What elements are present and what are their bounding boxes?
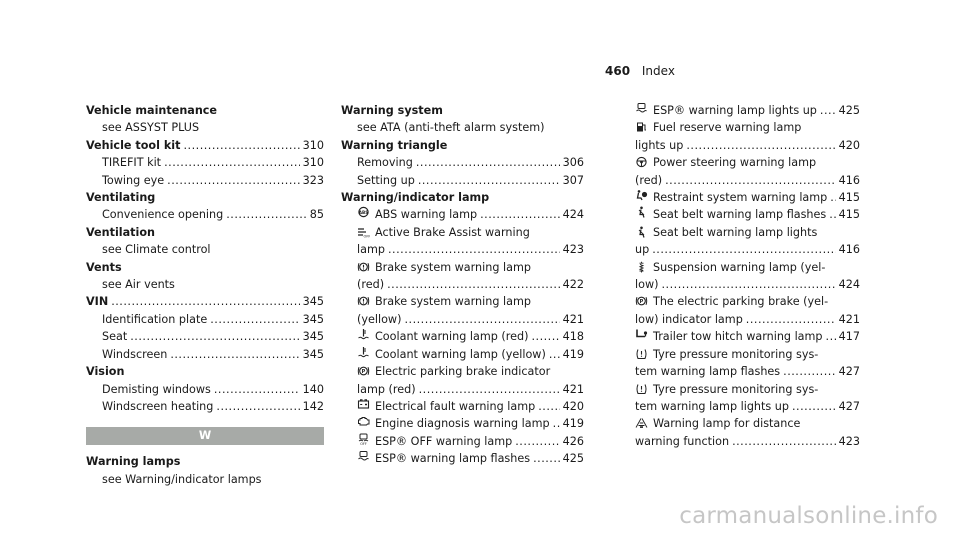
svg-text:ABS: ABS <box>358 210 369 216</box>
lamp-entry-text: Active Brake Assist warning <box>375 225 530 239</box>
battery-icon <box>357 398 370 410</box>
dot-leader <box>164 154 300 171</box>
lamp-entry-line <box>635 119 860 136</box>
page-ref[interactable]: 419 <box>562 417 584 431</box>
lamp-entry-text: Coolant warning lamp (yellow) <box>375 347 546 361</box>
page-ref[interactable]: 419 <box>562 347 584 361</box>
lamp-entry-text: (red) <box>357 278 385 292</box>
lamp-entry-text: Warning lamp for distance <box>653 417 801 431</box>
page-ref[interactable]: 425 <box>562 452 584 466</box>
index-row[interactable] <box>357 328 584 345</box>
page-ref[interactable]: 421 <box>562 382 584 396</box>
dot-leader <box>553 415 560 432</box>
index-row[interactable] <box>357 346 584 363</box>
page-ref[interactable]: 420 <box>838 138 860 152</box>
page-ref[interactable]: 418 <box>562 330 584 344</box>
page-ref[interactable]: 415 <box>838 191 860 205</box>
index-entry-warning-indicator-lamp <box>341 189 584 468</box>
index-row[interactable] <box>341 172 584 189</box>
index-row[interactable] <box>635 363 860 380</box>
lamp-entry-line <box>357 224 584 241</box>
entry-title: Vents <box>86 260 122 274</box>
brake-assist-off-icon <box>357 226 370 238</box>
dot-leader <box>665 172 836 189</box>
lamp-entry-text: lamp <box>357 243 385 257</box>
lamp-entry <box>357 450 584 467</box>
tyre-pressure-icon <box>635 383 648 395</box>
index-row[interactable] <box>86 154 324 171</box>
lamp-entry-text: Seat belt warning lamp flashes <box>653 208 827 222</box>
see-reference[interactable]: see ATA (anti-theft alarm system) <box>357 121 545 135</box>
page-ref[interactable]: 142 <box>302 399 324 413</box>
dot-leader <box>210 311 299 328</box>
index-row[interactable] <box>357 311 584 328</box>
dot-leader <box>792 398 836 415</box>
lamp-entry-line <box>635 346 860 363</box>
subentry-text: TIREFIT kit <box>102 156 162 170</box>
dot-leader <box>549 346 560 363</box>
coolant-icon <box>357 328 370 340</box>
trailer-hitch-icon <box>635 328 648 340</box>
page-ref[interactable]: 426 <box>562 434 584 448</box>
page-ref[interactable]: 416 <box>838 243 860 257</box>
page-ref[interactable]: 423 <box>562 243 584 257</box>
page-ref[interactable]: 345 <box>302 295 324 309</box>
page-ref[interactable]: 306 <box>562 156 584 170</box>
lamp-entry-line <box>635 154 860 171</box>
dot-leader <box>746 311 836 328</box>
index-row[interactable] <box>635 241 860 258</box>
lamp-list <box>341 206 584 467</box>
index-row[interactable] <box>635 276 860 293</box>
index-row[interactable] <box>635 172 860 189</box>
index-row[interactable] <box>357 398 584 415</box>
page-ref[interactable]: 310 <box>302 138 324 152</box>
lamp-entry <box>357 346 584 363</box>
dot-leader <box>826 328 836 345</box>
lamp-entry <box>635 293 860 328</box>
engine-icon <box>357 415 370 427</box>
dot-leader <box>387 276 560 293</box>
see-reference[interactable]: see Air vents <box>102 278 175 292</box>
see-reference[interactable]: see Warning/indicator lamps <box>102 472 262 486</box>
dot-leader <box>480 206 560 223</box>
index-entry-vents <box>86 259 324 294</box>
subentry-text: Identification plate <box>102 312 208 326</box>
subentry-text: Windscreen heating <box>102 399 214 413</box>
lamp-entry-text: ESP® warning lamp flashes <box>375 452 531 466</box>
lamp-entry <box>635 154 860 189</box>
page-ref[interactable]: 417 <box>838 330 860 344</box>
lamp-entry <box>357 206 584 223</box>
index-entry-warning-system <box>341 102 584 137</box>
lamp-entry-text: warning function <box>635 434 730 448</box>
lamp-entry <box>357 363 584 398</box>
parking-brake-icon <box>357 365 370 377</box>
header-section: Index <box>641 64 675 78</box>
dot-leader <box>820 102 836 119</box>
index-row[interactable] <box>635 206 860 223</box>
page-ref[interactable]: 427 <box>838 399 860 413</box>
esp-icon <box>357 450 370 462</box>
lamp-entry-text: Seat belt warning lamp lights <box>653 225 818 239</box>
lamp-entry <box>357 259 584 294</box>
lamp-entry <box>357 398 584 415</box>
entry-title: Vision <box>86 365 125 379</box>
brake-system-icon <box>357 295 370 307</box>
page-ref[interactable]: 422 <box>562 278 584 292</box>
index-column-2 <box>341 102 584 468</box>
lamp-entry-text: Brake system warning lamp <box>375 260 531 274</box>
lamp-entry-text: tem warning lamp lights up <box>635 399 789 413</box>
lamp-entry-text: The electric parking brake (yel- <box>653 295 829 309</box>
page-ref[interactable]: 85 <box>309 208 324 222</box>
dot-leader <box>533 450 560 467</box>
brake-system-icon <box>357 261 370 273</box>
index-row[interactable] <box>86 381 324 398</box>
lamp-entry <box>357 433 584 450</box>
page-ref[interactable]: 345 <box>302 312 324 326</box>
dot-leader <box>783 363 836 380</box>
entry-title: Vehicle tool kit <box>86 138 181 152</box>
index-column-3 <box>619 102 860 450</box>
index-entry-ventilating <box>86 189 324 224</box>
dot-leader <box>388 241 560 258</box>
index-row[interactable] <box>86 137 324 154</box>
dot-leader <box>416 154 560 171</box>
dot-leader <box>531 328 559 345</box>
index-row[interactable] <box>86 328 324 345</box>
entry-title: Ventilating <box>86 191 156 205</box>
lamp-entry-line <box>357 293 584 310</box>
abs-icon <box>357 206 370 218</box>
svg-text:OFF: OFF <box>363 234 370 238</box>
dot-leader <box>404 311 559 328</box>
index-row[interactable] <box>635 137 860 154</box>
index-row[interactable] <box>357 433 584 450</box>
index-row[interactable] <box>635 328 860 345</box>
distance-warning-icon <box>635 417 648 429</box>
index-row[interactable] <box>86 293 324 310</box>
index-row[interactable] <box>86 346 324 363</box>
subentry-text: Removing <box>357 156 413 170</box>
lamp-list <box>619 102 860 450</box>
fuel-icon <box>635 121 648 133</box>
lamp-entry-text: Tyre pressure monitoring sys- <box>653 382 819 396</box>
dot-leader <box>226 206 307 223</box>
index-entry-vehicle-maintenance <box>86 102 324 137</box>
lamp-entry-text: lights up <box>635 138 684 152</box>
lamp-entry-text: Power steering warning lamp <box>653 156 817 170</box>
index-row[interactable] <box>635 311 860 328</box>
lamp-entry <box>635 415 860 450</box>
lamp-entry-line <box>635 293 860 310</box>
index-column-1 <box>86 102 324 488</box>
parking-brake-icon <box>635 295 648 307</box>
lamp-entry-text: ESP® warning lamp lights up <box>653 104 817 117</box>
lamp-entry <box>635 224 860 259</box>
index-row[interactable] <box>86 206 324 223</box>
index-entry-vision <box>86 363 324 415</box>
lamp-entry <box>357 328 584 345</box>
lamp-entry-text: Suspension warning lamp (yel- <box>653 260 826 274</box>
seatbelt-icon <box>635 226 648 238</box>
entry-title: Vehicle maintenance <box>86 104 218 117</box>
lamp-entry-text: ABS warning lamp <box>375 208 478 222</box>
lamp-entry-line <box>635 259 860 276</box>
page-ref[interactable]: 345 <box>302 330 324 344</box>
lamp-entry-text: Restraint system warning lamp <box>653 191 828 205</box>
watermark: carmanualsonline.info <box>679 502 938 529</box>
entry-title: Warning system <box>341 104 443 117</box>
index-row[interactable] <box>357 241 584 258</box>
svg-text:OFF: OFF <box>360 441 367 445</box>
lamp-entry-text: Trailer tow hitch warning lamp <box>653 330 823 344</box>
lamp-entry <box>635 346 860 381</box>
dot-leader <box>732 433 836 450</box>
dot-leader <box>419 381 560 398</box>
lamp-entry-text: Tyre pressure monitoring sys- <box>653 347 819 361</box>
lamp-entry <box>635 259 860 294</box>
index-entry-vin <box>86 293 324 363</box>
lamp-entry-text: Fuel reserve warning lamp <box>653 121 802 135</box>
see-reference[interactable]: see ASSYST PLUS <box>102 121 200 135</box>
subentry-text: Setting up <box>357 173 415 187</box>
lamp-entry <box>635 119 860 154</box>
dot-leader <box>214 381 300 398</box>
lamp-entry-text: ESP® OFF warning lamp <box>375 434 513 448</box>
coolant-icon <box>357 346 370 358</box>
suspension-icon <box>635 261 648 273</box>
page-ref[interactable]: 427 <box>838 365 860 379</box>
page-ref[interactable]: 425 <box>838 104 860 117</box>
index-row[interactable] <box>341 154 584 171</box>
index-row[interactable] <box>357 206 584 223</box>
page-number: 460 <box>605 64 631 78</box>
index-entry-ventilation <box>86 224 324 259</box>
lamp-entry-text: Engine diagnosis warning lamp <box>375 417 550 431</box>
page-ref[interactable]: 423 <box>838 434 860 448</box>
lamp-entry-line <box>635 415 860 432</box>
lamp-entry-text: Brake system warning lamp <box>375 295 531 309</box>
lamp-entry <box>635 206 860 223</box>
dot-leader <box>661 276 835 293</box>
dot-leader <box>686 137 835 154</box>
subentry-text: Seat <box>102 330 128 344</box>
lamp-entry <box>635 189 860 206</box>
index-row[interactable] <box>86 172 324 189</box>
dot-leader <box>183 137 299 154</box>
index-row[interactable] <box>357 450 584 467</box>
lamp-entry-text: lamp (red) <box>357 382 416 396</box>
tyre-pressure-icon <box>635 348 648 360</box>
svg-text:P: P <box>361 369 366 376</box>
steering-icon <box>635 156 648 168</box>
lamp-entry <box>635 328 860 345</box>
page-header <box>605 63 675 80</box>
index-row[interactable] <box>357 276 584 293</box>
dot-leader <box>538 398 559 415</box>
subentry-text: Towing eye <box>102 173 165 187</box>
lamp-entry <box>357 415 584 432</box>
index-row[interactable] <box>635 433 860 450</box>
lamp-entry-line <box>635 381 860 398</box>
page-ref[interactable]: 421 <box>562 312 584 326</box>
index-row[interactable] <box>357 381 584 398</box>
esp-off-icon <box>357 433 370 445</box>
lamp-entry-text: low) indicator lamp <box>635 312 743 326</box>
svg-text:P: P <box>639 299 644 306</box>
lamp-entry-text: (yellow) <box>357 312 402 326</box>
index-row[interactable] <box>86 398 324 415</box>
page-ref[interactable]: 140 <box>302 382 324 396</box>
page-ref[interactable]: 323 <box>302 173 324 187</box>
lamp-entry-text: tem warning lamp flashes <box>635 365 781 379</box>
lamp-entry <box>635 381 860 416</box>
index-entry-warning-triangle <box>341 137 584 189</box>
entry-title: Warning lamps <box>86 455 181 469</box>
lamp-entry-text: up <box>635 243 650 257</box>
index-row[interactable] <box>86 311 324 328</box>
index-row[interactable] <box>357 415 584 432</box>
lamp-entry-text: low) <box>635 278 659 292</box>
index-row[interactable] <box>635 102 860 119</box>
lamp-entry-text: Electric parking brake indicator <box>375 365 551 379</box>
dot-leader <box>515 433 559 450</box>
dot-leader <box>829 206 835 223</box>
index-entry-vehicle-tool-kit <box>86 137 324 189</box>
dot-leader <box>652 241 835 258</box>
entry-title: VIN <box>86 295 109 309</box>
page-ref[interactable]: 310 <box>302 156 324 170</box>
dot-leader <box>830 189 835 206</box>
dot-leader <box>170 346 299 363</box>
lamp-entry-line <box>635 224 860 241</box>
lamp-entry-line <box>357 259 584 276</box>
dot-leader <box>216 398 299 415</box>
esp-icon <box>635 102 648 114</box>
lamp-entry <box>357 224 584 259</box>
entry-title: Ventilation <box>86 225 155 239</box>
index-row[interactable] <box>635 189 860 206</box>
lamp-entry-text: Electrical fault warning lamp <box>375 399 536 413</box>
seatbelt-icon <box>635 206 648 218</box>
page-ref[interactable]: 415 <box>838 208 860 222</box>
subentry-text: Demisting windows <box>102 382 211 396</box>
restraint-icon <box>635 189 648 201</box>
page-ref[interactable]: 421 <box>838 312 860 326</box>
entry-title: Warning triangle <box>341 138 448 152</box>
lamp-entry-text: (red) <box>635 173 663 187</box>
lamp-entry-line <box>357 363 584 380</box>
entry-title: Warning/indicator lamp <box>341 191 490 205</box>
section-letter-header: W <box>86 427 324 445</box>
index-entry-warning-lamps <box>86 453 324 488</box>
index-row[interactable] <box>635 398 860 415</box>
dot-leader <box>418 172 560 189</box>
subentry-text: Windscreen <box>102 347 168 361</box>
lamp-entry <box>635 102 860 119</box>
lamp-entry-text: Coolant warning lamp (red) <box>375 330 529 344</box>
dot-leader <box>167 172 299 189</box>
subentry-text: Convenience opening <box>102 208 224 222</box>
page-ref[interactable]: 424 <box>838 278 860 292</box>
page-ref[interactable]: 416 <box>838 173 860 187</box>
page-ref[interactable]: 345 <box>302 347 324 361</box>
dot-leader <box>130 328 299 345</box>
page-ref[interactable]: 420 <box>562 399 584 413</box>
see-reference[interactable]: see Climate control <box>102 243 211 257</box>
lamp-entry <box>357 293 584 328</box>
page-ref[interactable]: 424 <box>562 208 584 222</box>
dot-leader <box>111 293 299 310</box>
page-ref[interactable]: 307 <box>562 173 584 187</box>
